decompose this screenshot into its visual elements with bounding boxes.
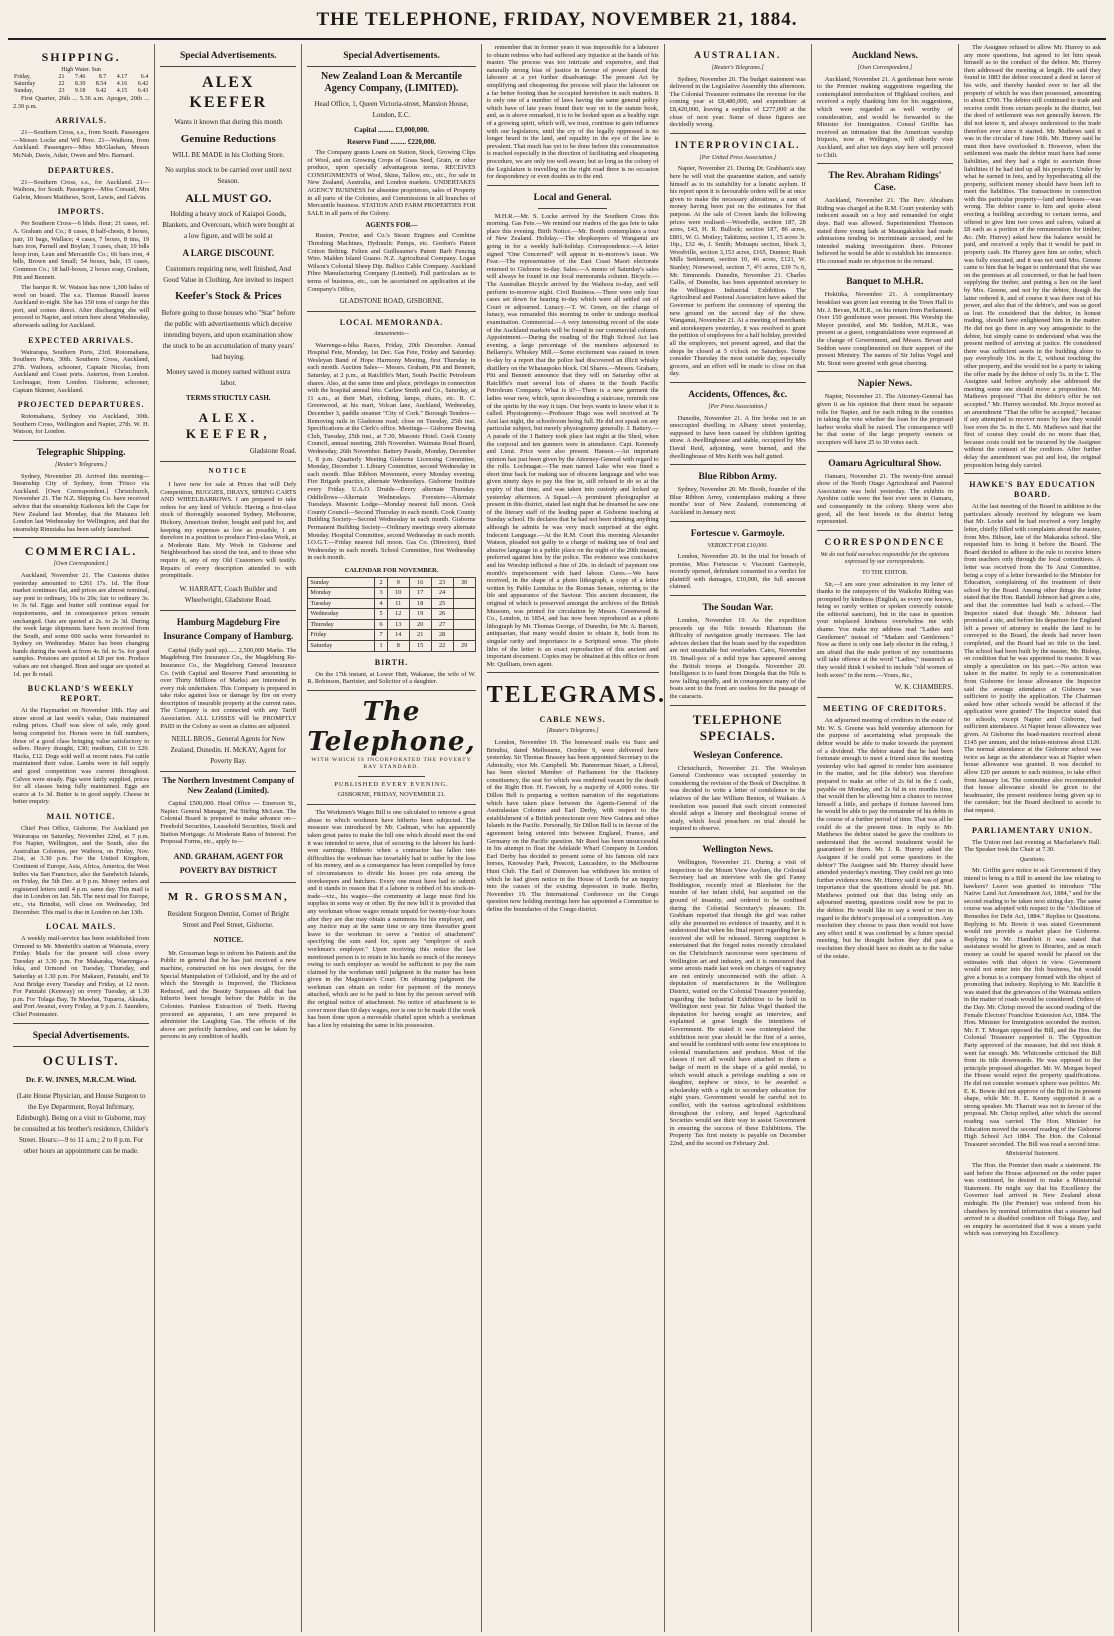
calendar-day: Tuesday <box>308 598 375 609</box>
tide-cell: 8.54 <box>95 81 107 87</box>
keefer-address: Gladstone Road. <box>249 447 297 455</box>
calendar-date: 5 <box>375 609 388 620</box>
calendar-date: 15 <box>409 641 431 652</box>
neill-agents: NEILL BROS., General Agents for New Zealand, Dunedin. H. McKAY, Agent for Poverty Bay. <box>170 735 286 766</box>
nameplate <box>307 697 475 798</box>
tide-cell: 6.43 <box>137 88 149 94</box>
divider <box>817 451 953 452</box>
calendar-date: 4 <box>375 598 388 609</box>
commercial-heading: COMMERCIAL. <box>24 544 138 559</box>
grossman-heading: M R. GROSSMAN, <box>167 890 289 903</box>
divider <box>670 595 806 596</box>
column-5 <box>665 44 812 1632</box>
column-3 <box>302 44 481 1632</box>
fortescue-text: London, November 20. In the trial for breach of promise, Miss Fortescue v. Viscount Garmoyle, recently opened, defendant consented to a verdict for plaintiff with damages, £10,000, the full amount claimed. <box>669 553 806 591</box>
parliamentary-intro: The Union met last evening at Macfarlane's Hall. The Speaker took the Chair at 7.30. <box>963 838 1101 854</box>
masthead-rule <box>8 38 1106 40</box>
will-be-made: WILL BE MADE in his Clothing Store. <box>172 151 285 159</box>
calendar-date: 18 <box>409 598 431 609</box>
divider <box>538 208 607 209</box>
correspondence-disclaimer: We do not hold ourselves responsible for the opinions expressed by our correspondents. <box>820 551 950 566</box>
calendar-date: 19 <box>409 609 431 620</box>
calendar-date: 17 <box>409 588 431 599</box>
calendar-date: 28 <box>431 630 453 641</box>
tide-cell: 8.7 <box>98 74 107 80</box>
calendar-date: 22 <box>431 641 453 652</box>
oamaru-heading: Oamaru Agricultural Show. <box>828 458 942 469</box>
column-2 <box>155 44 302 1632</box>
correspondence-text: Sir,—I am sure your admiration in my letter of thanks to the ratepayers of the Waikohu Riding was prompted by kindness (English, as every one knows, being so rarely written or spoken correctly outside the editorial sanctum), but in the case in question your misplaced kindness overwhelms me with shame. You make my address read "Ladies and Gentlemen" instead of "Madam and Gentlemen." Now as there is only one lady elector in the riding, I am afraid that the male portion of my constituents will take offence at the word "Ladies," inasmuch as they would think I wished to include "old women of both sexes" in the term.—Yours, &c., <box>816 580 953 679</box>
tide-cell: 6.42 <box>137 81 149 87</box>
calendar-date: 24 <box>431 588 453 599</box>
wesleyan-text: Christchurch, November 21. The Wesleyan General Conference was occupied yesterday in considering the revision of the Book of Discipline. It was decided to write a letter of condolence to the relatives of the late William Benton, of Waikato. A resolution was passed that each circuit connected should adopt a literary and theological course of study, which local preachers on trial should be required to observe. <box>669 764 806 833</box>
customers-text: Customers requiring new, well finished, And Good Value in Clothing, Are invited to inspect <box>163 265 294 284</box>
harratt-notice-text: I have now for sale at Prices that will Defy Competition, BUGGIES, DRAYS, SPRING CARTS AND WHEELBARROWS. I am prepared to take orders for any kind of Vehicle. Having a first-class stock of thoroughly seasoned Sydney, Melbourne, Hickory, American timber, bought and paid for, and keeping my expenses as low as possible, I am therefore in a position to produce First-class Work, at a Moderate Rate. My Work in Gisborne and Neighbourhood has stood the test, and to those who require it, any of my Old Customers will testify. Repairs of every description attended to with promptitude. <box>160 481 297 580</box>
keefer-signature: ALEX. KEEFER, <box>185 410 271 441</box>
divider <box>160 882 296 883</box>
ministerial-text: The Hon. the Premier then made a statement. He said before the House adjourned on the order paper was continued, he desired to make a Ministerial Statement. He might say that his Excellency the Governor had arrived in New Zealand about midnight. He (the Premier) was ordered from his chambers by nominal information that a steamer had arrived in a disabled condition off Tolaga Bay, and on enquiry he ascertained that it was a steam yacht which was conveying his Excellency. <box>963 1161 1101 1238</box>
napier-text: Napier, November 21. The Attorney-General has given it as his opinion that there must be separate rolls for Napier, and for each riding in the counties in taking the vote whether the loan for the proposed harbor works shall be raised. The consequence will be that some of the large property owners or occupiers will have 25 to 30 votes each. <box>816 393 953 446</box>
calendar-day: Thursday <box>308 619 375 630</box>
special-ads-heading: Special Advertisements. <box>343 51 440 61</box>
masthead <box>0 0 1114 40</box>
calendar-row <box>308 577 475 588</box>
nzloan-head-office: Head Office, 1, Queen Victoria-street, Mansion House, London, E.C. <box>314 100 469 119</box>
memoranda-heading: LOCAL MEMORANDA. <box>339 318 444 328</box>
calendar-date: 10 <box>387 588 409 599</box>
birth-heading: BIRTH. <box>374 657 409 667</box>
calendar-date: 9 <box>387 577 409 588</box>
divider <box>358 776 425 777</box>
expected-text: Wairarapa, Southern Ports, 23rd. Rotomahana, Southern Ports, 30th. Southern Cross, Auckland, 27th. Waihora, schooner, Captain Nicolas, from Auckland and Coast ports. Asterion, from London. Lochnagar, from London. Gisborne, schooner, Captain Skinner, Auckland. <box>13 348 150 394</box>
calendar-date: 1 <box>375 641 388 652</box>
projected-text: Rotomahana, Sydney via Auckland, 30th. Southern Cross, Wellington and Napier, 27th. W. H. Watson, for London. <box>13 413 150 436</box>
divider <box>817 269 953 270</box>
calendar-date: 13 <box>387 619 409 630</box>
tide-cell: 8.30 <box>74 81 86 87</box>
calendar-date: 7 <box>375 630 388 641</box>
divider <box>670 133 806 134</box>
calendar-row <box>308 619 475 630</box>
parliamentary-heading: PARLIAMENTARY UNION. <box>972 825 1093 835</box>
tide-cell: 21 <box>58 74 65 80</box>
mail-heading: MAIL NOTICE. <box>46 811 116 821</box>
column-1 <box>8 44 155 1632</box>
calendar-date: 12 <box>387 609 409 620</box>
published-line: PUBLISHED EVERY EVENING. <box>334 781 449 789</box>
all-must-go: ALL MUST GO. <box>185 191 272 205</box>
ridings-heading: The Rev. Abraham Ridings' Case. <box>828 171 942 194</box>
wellington-heading: Wellington News. <box>702 844 774 855</box>
calendar-day: Wednesday <box>308 609 375 620</box>
calendar-date <box>453 588 475 599</box>
press-association-label: [Per United Press Association.] <box>699 154 777 161</box>
calendar-date <box>453 598 475 609</box>
tide-cell: Friday, <box>14 74 31 80</box>
tide-cell: 4.17 <box>116 74 128 80</box>
auckland-heading: Auckland News. <box>851 51 918 61</box>
own-correspondent-label: [Own Correspondent.] <box>857 65 913 71</box>
calendar-date <box>453 619 475 630</box>
nzloan-capital: Capital ......... £3,000,000. <box>354 126 429 134</box>
calendar-day: Monday <box>308 588 375 599</box>
tide-cell: 6.4 <box>140 74 149 80</box>
cable-news-text: London, November 19. The homeward mails via Suez and Brindisi, dated Melbourne, October 9, were delivered here yesterday. Sir Thomas Brassey has been appointed Secretary to the Admiralty, vice Mr. Campbell. Mr. Bannerman Stuart, a Liberal, has been elected Member of Parliament for the Hackney constituency, the seat for which was rendered vacant by the death of the Right Hon. H. Fawcett, by a majority of 4,000 votes. Sir Dillon Bell is preparing a written narration of the negotiations which have taken place between the Agents-General of the Australasian Colonies and Earl Derby, with respect to the establishment of a British protectorate over New Guinea and other Islands in the Pacific. Personally, Sir Dillon Bell is in favour of the agreement being entered into between England, France, and Germany on the Pacific question. Mr Reed has been unsuccessful in his attempt to float the Adelaide Wharf Company in London. Earl Derby has decided to present some of his famous old race horses, Knowsley Park, Prescott, Lancashire, to the Melbourne Hunt Club. The Earl of Dunraven has withdrawn his motion of which he had given notice in the House of Lords for an inquiry into the causes of the existing depression in trade. Berlin, November 19. The International Conference on the Congo question now holding meetings here has appointed a Committee to define the boundaries of the Congo district. <box>486 738 659 913</box>
divider <box>817 697 953 698</box>
special-ads-heading: Special Advertisements. <box>179 51 277 61</box>
shipping-notes: The barque R. W. Watson has now 1,300 bales of wool on board. The s.s. Thomas Russell leaves Auckland to-night. She has 150 tons of cargo for this port, and comes direct. After discharging she will proceed to Napier, and return here about Wednesday, afterwards sailing for Auckland. <box>13 284 150 330</box>
parliamentary-text: Mr. Griffin gave notice to ask Government if they intend to bring in a Bill to amend the law relating to hawkers? Leave was granted to introduce "The Native Land Act Amendment Act, 1884," and for the second reading to be taken next sitting day. The same course was adopted with respect to the "Abolition of Remedies for Debt Act, 1884." Replies to Questions. Replying to Mr. Bowie it was stated Government would not provide a market place for Gisborne. Replying to Mr. Hamblett it was stated that assistance would be given to libraries, and as much money as could be spared would be placed on the estimates with that object in view. Government would not enter into the fish business, but would give a bonus to a company formed with the object of promoting that industry. Replying to Mr. Ratcliffe it was stated that the grievances of the Waimata settlers in the matter of roads would be considered. Orders of the Day. Mr. Chrisp moved the second reading of the Female Electors' Franchise Extension Act, 1884. The Hon. Minister for Immigration seconded the motion. Mr. F. T. Morgan opposed the Bill, and the Hon. the Colonial Treasurer supported it. The Opposition Party approved of the measure, but did not think it went far enough. Mr. Whitcombe criticised the Bill from its title downwards. He was opposed to the principle proposed altogether. Mr. W. Morgan hoped the House would reject the property qualifications. He did not consider woman's sphere was politics. Mr. E. K. Bowie did not approve of the Bill in its present shape, while Mr. H. E. Kenny supported it as a strong speaker. Mr. Tharratt was not in favour of the proposal. Mr. Chrisp replied, after which the second reading was carried. The Hon. Minister for Education moved the second reading of the Gisborne High School Act 1884. The Hon. the Colonial Treasurer seconded. The Bill was read a second time. <box>963 867 1101 1148</box>
calendar-date: 14 <box>387 630 409 641</box>
napier-heading: Napier News. <box>857 379 912 390</box>
calendar-date: 25 <box>431 598 453 609</box>
calendar-date: 8 <box>387 641 409 652</box>
divider <box>670 464 806 465</box>
banquet-text: Hokitika, November 21. A complimentary breakfast was given last evening in the Town Hall to Mr. J. Bevan, M.H.R., on his return from Parliament. Over 150 gentlemen were present. His Worship the Mayor presided, and Mr. Seddon, M.H.R., was present as a guest, congratulations were expressed at the change of Government, and Messrs. Bevan and Seddon were complimented on their support of the present Ministry. The names of Sir Julius Vogel and Mr. Stout were greeted with great cheering. <box>816 291 953 367</box>
shipping-heading: SHIPPING. <box>41 50 121 64</box>
telegrams-heading: TELEGRAMS. <box>486 682 666 709</box>
departures-text: 21—Southern Cross, s.s., for Auckland. 21—Waihora, for South. Passengers—Miss Corsaid, Mrs Galvin, Messrs Matthews, Scott, Lewis, and Galvin. <box>13 178 150 201</box>
imports-text: Per Southern Cross—6 hhds. flour; 21 cases, ref. A. Graham and Co.; 8 cases, 8 half-chests, 8 boxes, pair, 10 bags, Wallace; 4 cases, 7 boxes, 8 tins, 19 bars iron, Parnell and Boylan; 3 cases, chair, 19 bdls hoop iron, Lean and Mercantile Co.; 66 bars iron, 4 bdls, Brown and Small; 54 boxes, bale, 15 cases, Common Co.; 18 half-boxes, 2 boxes soap, Graham, Pitt and Bennett. <box>13 220 150 281</box>
hawkes-bay-heading: HAWKE'S BAY EDUCATION BOARD. <box>969 480 1096 500</box>
divider <box>670 837 806 838</box>
notice-heading: NOTICE <box>208 467 249 475</box>
tide-cell: 7.46 <box>74 74 86 80</box>
nzloan-heading: New Zealand Loan & Mercantile Agency Company, (LIMITED). <box>321 71 462 94</box>
editorial-continued: remember that in former years it was impossible for a labourer to obtain redress who had suffered any injustice at the hands of his master. The process was too intricate and expensive, and that naturally strong bias of justice in favour of power placed the labourer at a yet further disadvantage. The present Act by simplifying and cheapening the process will place the labourer on a far better footing than he occupied heretofore in such matters. It is only one of a number of laws having the same general policy which have of late years found their way on to the statute book, and, as is above remarked, it is to be looked upon as a healthy sign of a growing spirit, which will, we trust, continue to gain influence with our legislators, until the cry of the legally oppressed is no longer heard in the land, and equality in the eye of the law is prevalent. That much has yet to be done before this consummation is reached especially in the direction of facilitating and cheapening procedure, we are only too well aware; but so long as the colony of the Legislature is travelling on the right road there is no occasion for despondency or even doubts as to the end. <box>486 44 659 181</box>
oculist-text: (Late House Physician, and House Surgeon to the Eye Department, Royal Infirmary, Edinburgh). Being on a visit to Gisborne, may be consulted at his brother's residence, Childer's Street. Hours:—9 to 11 a.m.; 2 to 8 p.m. For other hours an appointment can be made. <box>13 1091 149 1155</box>
local-mails-text: A weekly mail-service has been established from Ormond to Mr. Menteith's station at Waimata, every Friday. Mails for the present will close every Tuesday at 3.30 p.m. For Makaraka, Waerenga-a-hika, and Ormond on Tuesday, Thursday, and Saturday at 1.30 p.m. For Makauri, Patutahi, and Te Arai Bridge every Tuesday and Friday, at 12 noon. For Patutahi (Kenway) on every Tuesday, at 1.30 p.m. For Tolaga Bay, Te Mawhai, Tuparoa, Akuaka, and Port Awanui, every Friday, at 9 p.m. J. Saunders, Chief Postmaster. <box>13 935 150 1019</box>
australian-heading: AUSTRALIAN. <box>694 51 782 61</box>
auckland-text: Auckland, November 21. A gentleman here wrote to the Premier making suggestions regarding the contemplated introduction of Highland crofters, and received a reply thanking him for his suggestions, which were regarded as well worthy of consideration, and would be forwarded to the Minister for Immigration. Consul Griffin has received an intimation that the American warship Iriquois, now at Wellington, will shortly visit Auckland, and after ten days stay here will proceed to Chili. <box>816 75 953 159</box>
calendar-day: Sunday <box>308 577 375 588</box>
masthead-title: THE TELEPHONE, FRIDAY, NOVEMBER 21, 1884. <box>316 9 798 30</box>
oculist-heading: OCULIST. <box>42 1052 120 1068</box>
calendar-date: 11 <box>387 598 409 609</box>
nameplate-title: The Telephone, <box>307 696 476 757</box>
nameplate-tagline: WITH WHICH IS INCORPORATED THE POVERTY BAY STANDARD. <box>311 756 472 771</box>
interprovincial-heading: INTERPROVINCIAL. <box>674 140 801 151</box>
divider <box>13 1046 149 1047</box>
press-association-label: [Per Press Association.] <box>708 403 768 410</box>
tide-cell: 22 <box>58 81 65 87</box>
nzloan-reserve: Reserve Fund ......... £220,000. <box>347 138 436 146</box>
tide-cell: 4.16 <box>116 81 128 87</box>
calendar-date: 3 <box>375 588 388 599</box>
tide-table <box>13 74 149 95</box>
telegraphic-heading: Telegraphic Shipping. <box>36 448 126 458</box>
divider <box>307 66 475 67</box>
divider <box>817 163 953 164</box>
to-the-editor: TO THE EDITOR. <box>861 569 908 576</box>
buckland-heading: BUCKLAND'S WEEKLY REPORT. <box>27 684 135 704</box>
projected-heading: PROJECTED DEPARTURES. <box>17 400 145 410</box>
calendar-row <box>308 630 475 641</box>
divider <box>670 382 806 383</box>
reuters-label: [Reuter's Telegrams.] <box>546 728 599 735</box>
calendar-row <box>308 609 475 620</box>
calendar-date: 21 <box>409 630 431 641</box>
special-ads-heading: Special Advertisements. <box>32 1030 130 1041</box>
genuine-reductions: Genuine Reductions <box>180 133 276 145</box>
hawkes-bay-text: At the last meeting of the Board in addition to the particulars already received by telegram we learn that Mr. Locke said he had received a very lengthy letter, chiefly filled with complaints about the master, from Mrs. Bibson, late of the Makaraka school. She requested him to bring it before the Board. The Board decided to adhere to the rule to receive letters from teachers only through the local committees. A letter was received from the Te Arai Committee, being a copy of a letter forwarded to the Minister for Education, complaining of the treatment of their school by the Board. Among other things the letter stated that the Hon. Randall Johnson had given a site, and that the committee had built a school.—The Inspector stated that though Mr. Johnson had promised a site, and before his departure for England left a power of attorney to enable the land to be conveyed to the Board, the deeds had never been completed, and the Board had no title to the land. The school had been built by the master, Mr. Bishop, on condition that he was appointed its master. It was simply a speculation on his part.—No action was taken in the matter. In reply to a communication from Gisborne for house allowance the Inspector said the average attendance at Gisborne was sufficient to justify the application. The Chairman asked how other schools would be affected if the application were granted? The Inspector stated that no schools, except Napier and Gisborne, had sufficient attendance. At Napier house allowance was given. At Gisborne the head-masters received about £145 per annum, and the infant-mistress about £120. The normal attendance at the Gisborne school was twice as large as the attendance was at Napier when house allowance was granted. It was decided to allow £20 per annum to each mistress, to take effect from January 1st. The committee also recommended that house allowance should be given to the headmaster, the present residence being given up to the caretaker; but the Board declined to accede to that request. <box>963 503 1101 814</box>
wesleyan-heading: Wesleyan Conference. <box>692 750 783 761</box>
divider <box>964 473 1101 474</box>
divider <box>307 311 475 312</box>
divider <box>670 521 806 522</box>
publication-date: GISBORNE, FRIDAY, NOVEMBER 21. <box>337 790 446 798</box>
tide-cell: 9.18 <box>74 88 86 94</box>
divider <box>964 819 1101 820</box>
divider <box>670 705 806 706</box>
editorial-text: The Workmen's Wages Bill is one calculated to remove a great abuse to which workmen have hitherto been subjected. The measure was introduced by Mr. Cadman, who has apparently taken great pains to make the bill one which should meet the end it was intended to serve, that of securing to the laborer his hard-won earnings. Hitherto when a contractor has fallen into difficulties the workman has invariably had to suffer by the loss of his money, and as a consequence has been compelled by force of circumstances to divide his losses pro rata among the storekeepers and butchers. Every one must have had to submit and it stands to reason that if a laborer is robbed of his stock-in-trade—viz., his wages—the community at large must find his supplies in some way or other. By the new bill it is provided that any workman whose wages remain unpaid for twenty-four hours after they are due may obtain a summons for his employer, and any Justice may at the same time or any time thereafter grant leave to the workman to serve a "notice of attachment" specifying the sum sued for, upon any "employer of such workman's employer." Upon receiving this notice the last mentioned person is to retain in his hands so much of the moneys owing to such employer as would be sufficient to pay the sum claimed by the workman until judgment in the matter has been given in the Magistrate's Court. On obtaining judgment the workman can obtain an order for payment of the moneys attached, which are to be paid to him by the person served with the original notice of attachment. No notice of attachment is to cover more than 60 days wages, nor is one to be made if the work has been done upon a moveable chattel upon which a workman has a lien by retaining the same in his possession. <box>307 809 476 1029</box>
grossman-subtitle: Resident Surgeon Dentist, Corner of Bright Street and Peel Street, Gisborne. <box>167 909 290 929</box>
moon-phases: First Quarter, 26th ... 5.36 a.m. Apogee, 20th ... 2.30 p.m. <box>13 95 150 110</box>
soudan-text: London, November 19. As the expedition proceeds up the Nile towards Khartoum the difficulty of navigation greatly increases. The last advices declare that the boats used by the expedition are not unsuitable but overladen. Cairo, November 19. Small-pox of a mild type has appeared among the British troops at Dongola. November 20. Intelligence is to hand from Dongola that the Nile is now falling rapidly, and in consequence many of the boats sent to the front are useless for the passage of the cataracts. <box>669 617 806 700</box>
telegraphic-text: Sydney, November 20. Arrived this morning—Steamship City of Sydney, from 'Frisco via Auckland. [Own Correspondent.] Christchurch, November 21. The N.Z. Shipping Co. have received advice that the steamship Kaikoura left the Cape for New Zealand last Monday, that the Mataura left London last Wednesday for Wellington, and that the steamship Rimutaka has been safely launched. <box>13 472 150 533</box>
tide-row <box>13 74 149 81</box>
northern-heading: The Northern Investment Company of New Zealand (Limited). <box>162 776 295 796</box>
no-surplus: No surplus stock to be carried over until next Season. <box>165 166 292 185</box>
ridings-text: Auckland, November 21. The Rev. Abraham Riding was charged at the R.M. Court yesterday with indecent assault on a boy and remanded for eight days. Bail was allowed. Superintendent Thomson stated three young lads at Maungakiekie had made admissions tending to incriminate accused, and he intended making investigation there. Prisoner believed he would be able to establish his innocence. His counsel made no objection to the remand. <box>816 197 953 265</box>
keefers-stock: Keefer's Stock & Prices <box>175 291 282 302</box>
interprovincial-text: Napier, November 21. During Dr. Grabham's stay here he will visit the quarantine station, and satisfy himself as to its suitability for a lunatic asylum. If his report upon it is favourable orders will be at once given to make the necessary alterations, a sum of money having been put on the estimates for that purpose. At the sale of Crown lands the following prices were realised:—Woodville, section 187, 28 acres, £43, H. R. Bullock; section 187, 86 acres, £801, W. G. Motley; Takitimu, section 1, 15 acres 3r. 16p., £32 4s, J. Smith; Motuapu section, block 3, Woodville, section 3,153 acres, £165, Dunnor; Rush Mills Settlement, section 10, 46 acres, £121, W. Stanley; Norsewood, section 7, 4½ acres, £39 7s 6, Mr. Simmonds. Dunedin, November 21. Charles Callis, of Dunedin, has been appointed secretary to the Wellington Industrial Exhibition. The Agricultural and Pastoral Association have asked the Governor to perform the ceremony of opening the new ground on the second day of the show. Wanganui, November 21. At a meeting of merchants and storekeepers yesterday, it was resolved to grant the petition of employees for a half holiday, provided all the employers, not present agreed, and that the shops be closed at 5 o'clock on Saturdays. Some consider Thursday the most suitable day, especially grocers, and an effort will be made to close on that day. <box>669 165 806 378</box>
keefer-intro: Wants it known that during this month <box>174 118 283 126</box>
ministerial-label: Ministerial Statement. <box>1005 1151 1060 1158</box>
local-general-heading: Local and General. <box>533 192 612 203</box>
agents-text: Ruston, Proctor, and Co.'s Steam Engines and Combine Threshing Machines, Hydraulic Pumps, etc. Gordon's Patent Cotton Belting. Felten and Guilleaume's Patent Barb Fencing Wire. Malden Island Guano. N.Z. Agricultural Company. Logan Wilson's Colonial Sheep Dip. Ballico Cable Company. Auckland Fibre Manufacturing Company (Limited). Full particulars as to terms of business, etc., can be ascertained on application at the Company's Office, <box>307 232 476 293</box>
calendar-row <box>308 598 475 609</box>
commercial-text: Auckland, November 21. The Customs duties yesterday amounted to £261 17s. 1d. The flour market continues flat, and prices are almost nominal, say pont to ordinary, 10s to 20s; fair to ordinary 3s. to 3s 6d. Eggs and butter still continue equal for requirements, and in consequence prices remain unchanged. Oats are quoted at 2s. to 2s 3d. During the week large shipments have been received from the South, and some 600 sacks were forwarded to Sydney on Wednesday. Maize has been changing hands during the week at from 4s. 6d. to 5s. for good samples. Potatoes are quoted at £8 per ton. Produce values are not changed. Bran and sugar are quoted at 1d. per lb retail. <box>13 571 150 678</box>
fortescue-verdict: VERDICT FOR £10,000. <box>707 542 768 549</box>
divider <box>160 610 296 611</box>
tide-row <box>13 81 149 88</box>
grossman-notice: NOTICE. <box>213 935 243 944</box>
calendar-date: 29 <box>453 641 475 652</box>
holding-text: Holding a heavy stock of Kaiapoi Goods, Blankets, and Overcoats, which were bought at a low figure, and will be sold at <box>162 210 295 240</box>
memoranda-text: Waerenga-a-hika Races, Friday, 20th December. Annual Hospital Fete, Monday, 1st Dec. Gas Fete, Friday and Saturday. Wesleyan Band of Hope Harmony Meeting, first Thursday in each month. Auction Sales— Messrs. Graham, Pitt and Bennett, Saturday, at 2 p.m., at Ratcliffe's Mart, South Pacific Petroleum shares. Also, at the same time and place, privileges in connection with the hospital annual fete. Carlaw Smith and Co., Saturday, at 11 a.m., at their Mart, clothing, lamps, chairs, etc. R. C. Greenwood, at his mart, Volcan lane, Auckland, Wednesday, December 3, paddle steamer "City of Cork." Borough Tenders— Removing rails in Gladstone road; close on Tuesday, 25th inst. Specifications at the Clerk's office. Meetings— Gisborne Bowing Club, Tuesday, 25th inst., at 7.30, Masonic Hotel. Cook County Council, annual meeting, 26th November. Waimata Road Board, Wednesday, 26th November. Battery Parade, Monday, December 1, 8 p.m. Quarterly Meeting Gisborne Licensing Committee, Monday, December 1. Library Committee, second Wednesday in each month. Blue Ribbon Movement, every Monday evening. Fire Brigade practice, alternate Wednesdays. Gisborne Institute every Friday. U.A.O. Druids—Every alternate Thursday. Oddfellows—Alternate Wednesdays. Foresters—Alternate Tuesdays. Masonic Lodge—Monday nearest full moon. Cook County Council—Second Thursday in each month. Cook County Building Society—Second Wednesday in each month. Gisborne Permanent Building Society—Ordinary meetings every alternate Monday. Hospital Committee, second Wednesday in each month. I.O.G.T.—Friday nearest full moon. Gas Co. (Directors), third Wednesday in each month. School Committee, first Wednesday in each month. <box>307 341 476 562</box>
tide-cell: Sunday, <box>14 88 34 94</box>
before-going-text: Before going to those houses who "Star" before the public with advertisements which deceive intending buyers, and upon examination show the stock to be an accumulation of many years' bad buying. <box>161 309 295 361</box>
calendar-day: Friday <box>308 630 375 641</box>
calendar-date: 26 <box>431 609 453 620</box>
harratt-signature: W. HARRATT, Coach Builder and Wheelwright, Gladstone Road. <box>179 584 277 604</box>
cable-news-heading: CABLE NEWS. <box>539 715 606 725</box>
newspaper-columns <box>8 44 1106 1632</box>
divider <box>817 530 953 531</box>
oculist-name: Dr. F. W. INNES, M.R.C.M. Wind. <box>25 1074 137 1084</box>
arrivals-heading: ARRIVALS. <box>55 116 107 126</box>
company-address: GLADSTONE ROAD, GISBORNE. <box>339 297 444 306</box>
accidents-text: Dunedin, November 21. A fire broke out in an unoccupied dwelling in Albany street yesterday, supposed to have been caused by children igniting straw. A dwellinghouse and stable, occupied by Mrs David Reid, adjoining, were burned, and the dwellinghouse of Mrs Keith was half gutted. <box>669 414 806 460</box>
calendar-date: 20 <box>409 619 431 630</box>
column-4 <box>482 44 665 1632</box>
creditors-heading: MEETING OF CREDITORS. <box>822 704 947 714</box>
departures-heading: DEPARTURES. <box>47 165 115 175</box>
calendar-date <box>453 630 475 641</box>
divider <box>487 672 659 673</box>
column-6 <box>812 44 959 1632</box>
reuters-label: [Reuter's Telegrams.] <box>711 65 764 71</box>
tide-cell: Saturday <box>14 81 36 87</box>
telephone-specials-heading: TELEPHONE SPECIALS. <box>692 711 783 743</box>
soudan-heading: The Soudan War. <box>702 603 773 614</box>
tide-row <box>13 88 149 95</box>
buckland-text: At the Haymarket on November 18th. Hay and straw stood at last week's value, Oats maintained ruling prices. Chaff was slow of sale, only good being competed for. Horses were in full numbers, those of a good class bringing value satisfactory to sellers. Heavy draught, £30; medium, £16 to £20. Hacks, £12. Dogs sold well at recent rates. Fat cattle maintained their value. Lambs were in full supply and good competition was current throughout. Calves were steady. Pigs were fairly supplied, prices for all classes being fully maintained. Eggs are scarce at 1s 3d. Butter is in good supply. Cheese in better enquiry. <box>13 707 150 806</box>
divider <box>160 461 296 462</box>
calendar-date: 6 <box>375 619 388 630</box>
local-general-text: M.H.R.—Mr. S. Locke arrived by the Southern Cross this morning. Gas Fete.—We remind our readers of the gas fete to take place this evening. Birth Notice.—Mr. Booth contemplates a tour of New Zealand. Holiday.—The shopkeepers of Wanganui are going in for a weekly half-holiday. Correspondence.—A letter signed "One Concerned" will appear in to-morrow's issue. We Fear.—The representative of the East Coast Maori electorate returned to Gisborne to-day. Sales.—A memo of Saturday's sales will always be found in our local memoranda column. Bicycle.—The Australian Bicycle arrived by the Waihora to-day, and will perform to-morrow night. Civil Business.—There were only four cases set down for hearing to-day which were all settled out of Court or adjourned. Lunacy.—T. W. Green, on the charge of lunacy, was remanded this morning in order to undergo medical examination. Commercial.—A very interesting record of the state of the Auckland markets will be found in our commercial column. Appointment.—During the reading of the High School Act last evening, a large percentage of the members adjourned to Bellamy's. Whiskey Mill.—Some excitement was caused in town to-day by a report that the police had discovered an illicit whisky distillery on the Whataupoko block. Oil Shares.—Messrs. Graham, Pitt and Bennett announce that they will on Saturday offer at Ratcliffe's mart several lots of shares in the South Pacific Petroleum Company. What is it?—There is a new garment the ladies wear now, which, upon descending a staircase, reminds one of the spirits by the way it taps. Our boys wants to know what it is called. Physiognomy.—Professor Hugo was well received at Te Arai last night, the schoolroom being full. He did not speak on any particular subject, but merely physiognomy generally. J. Battery.—A parade of the J Battery took place last night at the Shed, when the corporal and ten gunners were in attendance. Capt. Kennedy and Lieut. Price were also present. Hansen.—An important opinion has just been given by the Attorney-General with regard to the rolls. Lochnagar.—The man named Lake who was fined a short time back for making use of obscene language and who was given ninety days to pay the fine in, still refused to do so at the expiry of that time, and was taken into custody and locked up yesterday afternoon. A Squad.—A prominent photographer at present in this district, stated last night that he dreamed he saw one of the literary staff of the leading paper at Gisborne teaching at Sunday school. He declares that he had not been drinking anything although he admits he was very much surprised at the sight. Indecent Language.—At the R.M. Court this morning Alexander Watson, pleaded not guilty to a charge of making use of foul and abusive language in a public place on the night of the 20th instant, preferred against him by the police. The evidence was conclusive and his Worship inflicted a fine of 20s. in default of payment one month's imprisonment with hard labour. Cures.—We have received, in the shape of a photo lithograph, a copy of a letter written by Pablo Lentulus to the Roman Senate, referring to the life and appearance of the Saviour. This ancient document, the original of which is preserved amongst the archives of the British Museum, was printed for circulation by Messrs. Greenwood & Co., London, in 1854, and has now been reproduced as a photo lithograph by Mr. Thomas George, of Dunedin, for Mr. A. Barnett, antiquarian, that many would desire to obtain it, both from its singular rarity and importance in a Scriptural sense. The photo litho of the letter is an exact reproduction of this ancient and important document. Copies may be obtained at this office or from Mr. Quilliam, town agent. <box>486 212 659 668</box>
creditors-continued: The Assignee refused to allow Mr. Hurrey to ask any more questions, but agreed to let him speak himself as to the conduct of the debtor. Mr. Hurrey then addressed the meeting at length. He said they found in 1883 the debtor executed a deed in favor of his wife, and thereby handed over to her all the property of which he was then possessed, amounting to about £700. The debtor still continued to trade and receive credit from certain people in the district, but the deed of settlement was not generally known. He did not know it, and always understood to the trade therefore ever since it started. Mr. Mathews said it was in the circular of June 16th. Mr. Hurrey said he must then have overlooked it. However, when the settlement was made the debtor must have had some liabilities, and they had a right to ascertain those liabilities if he had tied up all his property. Under by what he earned in fees, and by hypothecating all the property, sufficient money should have been left to meet the liabilities. The transactions in connection with this particular property—land and houses—was wrong. The debtor came to him and spoke about erecting a building according to certain terms, and offered to give him two cows and calves, valued at £8 each as a portion of the remuneration for timber, &c. (Mr. Hurrey) asked how the balance would be paid, and received a reply that it would be paid in property cash. He Hurrey gave him an order, which was fully executed, and it was not until Mrs. Greene came to him that he began to understand that she was on the premises at all concerned, or that he had been supplying the timber, and putting a lien on the land by Mrs. Greene, and not by the debtor, though the latter ordered it, and of course it was there out of his power, and also that of the debtor's, and was as good as lost. He considered that the debtor, in honest trading, should have enlightened him in the matter. He did not go there in any way antagonistic to the debtor, but simply came to understand what was the present method of arriving at justice. He considered there was sufficient assets in the building alone to pay everybody 10s. in the £, without touching the other property, and the would not be a party to taking the offer made by the debtor of only 5s. in the £. The Assignee said before anybody else addressed the meeting some one should move a proposition. Mr. Mathews proposed "That the debtor's offer be not accepted." Mr. Hurrey seconded. Mr. Joyce moved as an amendment "That the offer be accepted," because if any attempted to recover more by law they would lose even the 5s. in the £. Mr. Mathews said that the first of course they could do no more than that, because costs could not be incurred by the Assignee without the consent of the creditors. After further delay the amendment was put and lost, the original proposition being duly carried. <box>963 44 1101 469</box>
tide-cell: 23 <box>58 88 65 94</box>
reuters-label: [Reuter's Telegrams.] <box>55 462 108 468</box>
calendar-date: 23 <box>431 577 453 588</box>
expected-heading: EXPECTED ARRIVALS. <box>28 335 135 345</box>
arrivals-text: 21—Southern Cross, s.s., from South. Passengers—Messrs Locke and Wil Pere. 21—Waihora, from Auckland. Passengers—Miss McGlashan, Messrs McNab, Davis, Adair, Owen and Mrs. Barnard. <box>13 129 150 159</box>
graham-agent: AND. GRAHAM, AGENT FOR POVERTY BAY DISTRICT <box>173 851 283 875</box>
divider <box>817 371 953 372</box>
hamburg-text: Capital (fully paid up)...... 2,500,000 Marks. The Magdeburg Fire Insurance Co., the Magdeburg Re-Insurance Co., the Magdeburg General Insurance Co. (with Capital and Reserve Fund amounting to over Thirty Millions of Marks) are interested in every risk undertaken. This Company is prepared to take risks against loss or damage by fire on every description of insurable property at the current rates. The Company is not connected with any Tariff Association. ALL LOSSES will be PROMPTLY PAID in the Colony as soon as claims are adjusted. <box>160 646 297 730</box>
amusements-label: Amusements— <box>373 331 410 338</box>
tide-header: High Water. Sun <box>61 67 101 73</box>
divider <box>307 804 475 805</box>
blue-ribbon-heading: Blue Ribbon Army. <box>698 472 777 483</box>
calendar-date: 27 <box>431 619 453 630</box>
divider <box>307 690 475 691</box>
divider <box>160 771 296 772</box>
divider <box>13 440 149 441</box>
divider <box>160 66 296 67</box>
calendar-date: 30 <box>453 577 475 588</box>
blue-ribbon-text: Sydney, November 20. Mr. Booth, founder of the Blue Ribbon Army, contemplates making a three months' tour of New Zealand, commencing at Auckland in January next. <box>669 486 806 516</box>
calendar-day: Saturday <box>308 641 375 652</box>
calendar-date <box>453 609 475 620</box>
large-discount: A LARGE DISCOUNT. <box>182 248 275 258</box>
column-7 <box>959 44 1106 1632</box>
tide-cell: 9.42 <box>95 88 107 94</box>
money-saved: Money saved is money earned without extra labor. <box>166 368 291 387</box>
accidents-heading: Accidents, Offences, &c. <box>688 389 788 400</box>
correspondence-signature: W. K. CHAMBERS. <box>894 683 953 692</box>
calendar-table <box>307 565 475 652</box>
divider <box>13 537 149 538</box>
banquet-heading: Banquet to M.H.R. <box>846 277 924 288</box>
calendar-row <box>308 641 475 652</box>
nzloan-text: The Company grants Loans on Station, Stock, Growing Clips of Wool, and on Growing Crops of Grass Seed, Grain, or other produce, upon specially advantageous terms. RECEIVES CONSIGNMENTS of Wool, Skins, Tallow, etc., etc., for sale in New Zealand, Australia, and London markets. UNDERTAKES AGENCY BUSINESS for absentee proprietors, sales of Property in all parts of the Colonies, and Commissions in all branches of Mercantile business. STATION AND FARM PROPERTIES FOR SALE in all parts of the Colony. <box>307 149 476 217</box>
local-mails-heading: LOCAL MAILS. <box>45 922 117 932</box>
northern-text: Capital £500,000. Head Office — Emerson St., Napier. General Manager, Pat Stirling McLean. The Colonial Board is prepared to make advance on—Freehold Securities, Leasehold Securities, Stock and Station Mortgage. At Moderate Rates of Interest. For Proposal Forms, etc., apply to— <box>160 800 297 846</box>
keefer-heading: ALEX KEEFER <box>189 74 268 111</box>
divider <box>13 1023 149 1024</box>
agents-heading: AGENTS FOR— <box>365 221 418 230</box>
australian-text: Sydney, November 20. The budget statement was delivered in the Legislative Assembly this afternoon. The Colonial Treasurer estimates the revenue for the coming year at £8,480,000, and expenditure at £8,420,000, leaving a surplus of £277,000 at the close of next year. Some of these figures are decidedly wrong. <box>669 75 806 129</box>
mail-text: Chief Post Office, Gisborne. For Auckland per Wairarapa on Saturday, November 22nd, at 7 p.m. For Napier, Wellington, and the South, also the Australian Colonies, per Waihora, on Friday, Nov. 21st, at 3.30 p.m. For the United Kingdom, Continent of Europe, Asia, Africa, America, the West Indies via San Francisco, also the Sandwich Islands, on Friday, the 5th Dec. at 9 p.m. Money orders and registered letters until 4 p.m. same day. This mail is due in London on Jan. 5th. The next mail for Europe, etc., via Brindisi, will close on Wednesday, 3rd December. This mail is due in London on Jan 13th. <box>13 824 150 916</box>
birth-text: On the 17th instant, at Lower Hutt, Wakanae, the wife of W. R. Robinson, Barrister, and Solicitor of a daughter. <box>307 670 476 686</box>
calendar-heading: CALENDAR FOR NOVEMBER. <box>344 566 439 574</box>
wellington-text: Wellington, November 21. During a visit of inspection to the Mount View Asylum, the Colonial Secretary had an interview with the girl Fanny Boddington, recently tried at Blenheim for the murder of her infant child, but acquitted on the ground of insanity, and ordered to be confined during the Colonial Secretary's pleasure. Dr. Grabham reported that though the girl was rather silly she presented no evidence of insanity, and it is understood that when his final report regarding her is received she will be released. Strong suspicion is entertained that the forged notes recently circulated on the Christchurch racecourse were specimens of Wellington art and industry, and it is rumoured that some arrests made last week on charges of vagrancy are not entirely unconnected with the affair. A deputation of manufacturers in the Wellington District, waited on the Colonial Treasurer yesterday, regarding the Industrial Exhibition to be held in Wellington next year. Sir Julius Vogel thanked the deputation for having sought an interview, and explained at great length the intentions of Government. He stated it was contemplated the exhibition next year should be the first of a series, and would be combined with some few exceptions to colonial manufactures and produce. Most of the classes if not all would have attached to them a badge of merit in the shape of a gold medal, to which would attach a privilege enabling a son or daughter, nephew or niece, to be awarded a scholarship with a right to secondary education for eight years. Government would be careful not to conflict, with the various agricultural exhibitions throughout the colony, and hoped Agricultural Societies would see their way to assist Government in ensuring the success of these Exhibitions. The Property Tax first moiety is payable on December 22nd, and the second on February 2nd. <box>669 858 806 1147</box>
fortescue-heading: Fortescue v. Garmoyle. <box>690 528 785 539</box>
calendar-date: 16 <box>409 577 431 588</box>
grossman-text: Mr. Grossman begs to inform his Patients and the Public in general that he has just received a new machine, constructed on his own designs, for the Special Manipulation of Celluloid, and by the aid of which the Strength is Improved, the Thickness Reduced, and the Beauty Surpasses all that has hitherto been brought before the Public in the Colonies. Painless Extraction of Teeth. Having procured an apparatus, I am now prepared to administer the Laughing Gas. The effects of the above are perfectly harmless, and can be taken by persons in any condition of health. <box>160 949 297 1041</box>
oamaru-text: Oamaru, November 21. The twenty-first annual show of the North Otago Agricultural and Pastoral Association was held yesterday. The exhibits in Ayrshire cattle were the best ever seen in Oamaru, and consequently in the colony. Sheep were also good, all the best breeds in the district being represented. <box>816 472 953 526</box>
terms-cash: TERMS STRICTLY CASH. <box>186 394 271 402</box>
questions-label: Questions. <box>1019 856 1046 863</box>
creditors-text: An adjourned meeting of creditors in the estate of Mr. W. S. Greene was held yesterday afternoon for the purpose of ascertaining what proposals the debtor would be able to make towards the payment of a dividend. The debtor stated that he had been fortunate enough to meet a friend since the meeting yesterday who had agreed to render him assistance in the matter, and he (the debtor) was therefore prepared to make an offer of 2s 6d in the £ cash, payable on Monday, and 2s 6d in six months time, that would then be allowing him a chance to recover himself a little, and perhaps if fortune favored him he would be able to pay the remainder of his debts in the course of a further period of time. That was all he could do at the present time. In reply to Mr. Matthews the debtor stated he gave the creditors to understand that the second instalment would be guaranteed to them. Mr. J. R. Hurrey asked the Assignee if he could put some questions to the debtor? The Assignee said Mr. Hurrey should have attended yesterday's meeting. They could not go into further evidence now. Mr. Hurrey said it was of great importance that the questions should be put. Mr. Matthews pointed out that this being only an adjourned meeting, questions could now be put to the debtor. He would like to say a word or two in regard to the debtor's proposal of a composition. Any resolution they choose to pass then would not have any effect until it was confirmed by a future special meeting, but he thought before they did pass a resolution they should have no doubt as to the value of the estate. <box>816 717 953 960</box>
correspondence-heading: CORRESPONDENCE <box>824 537 946 548</box>
calendar-date: 2 <box>375 577 388 588</box>
divider <box>487 185 659 186</box>
hamburg-heading: Hamburg Magdeburg Fire Insurance Company of Hamburg. <box>163 616 294 641</box>
own-correspondent-label: [Own Correspondent.] <box>53 561 109 568</box>
imports-heading: IMPORTS. <box>57 207 105 217</box>
calendar-row <box>308 588 475 599</box>
tide-cell: 4.15 <box>116 88 128 94</box>
